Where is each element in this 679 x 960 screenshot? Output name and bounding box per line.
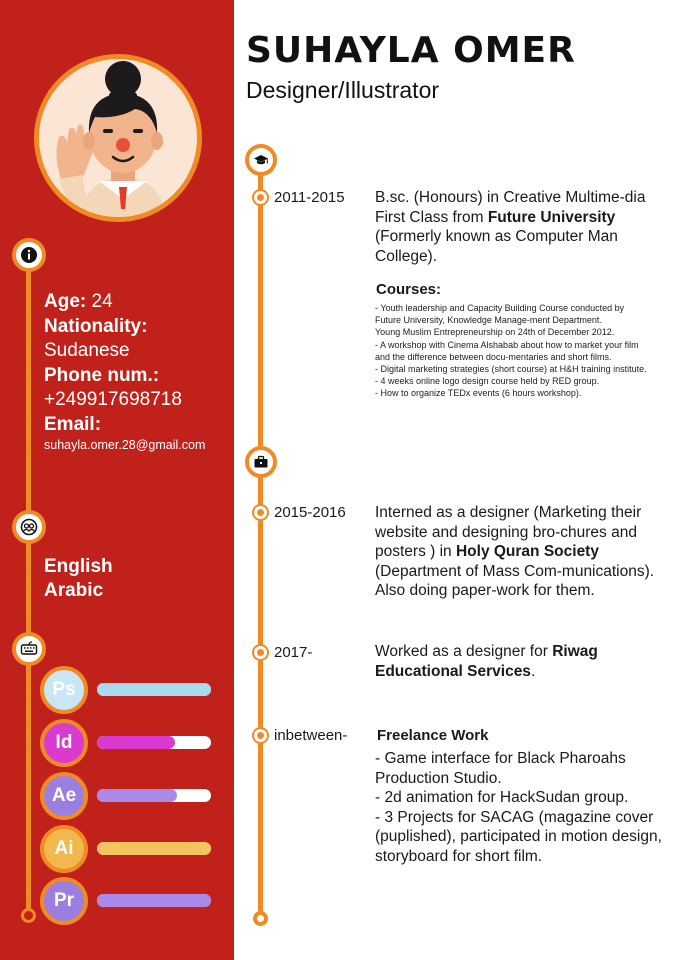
course-item: - Digital marketing strategies (short course) at H&H training institute. <box>375 364 647 375</box>
skill-bar-fill <box>97 683 211 696</box>
job2-years: 2017- <box>274 644 313 661</box>
job1-text-post: (Department of Mass Com-munications). Also doing paper-work for them. <box>375 562 655 599</box>
info-icon <box>12 238 46 272</box>
language-english: English <box>44 556 113 577</box>
education-entry <box>375 188 660 266</box>
skill-bar-fill <box>97 789 177 802</box>
skill-indesign <box>40 719 220 767</box>
timeline-dot <box>254 506 267 519</box>
job1-entry <box>375 503 660 601</box>
timeline-end-dot <box>253 911 268 926</box>
freelance-item: - Game interface for Black Pharoahs Production Studio. <box>375 750 626 787</box>
language-arabic: Arabic <box>44 580 104 601</box>
skill-bar-track <box>97 789 211 802</box>
freelance-item: - 3 Projects for SACAG (magazine cover (puplished), participated in motion design, storyboard for short film. <box>375 808 662 865</box>
photoshop-badge: Ps <box>40 666 88 714</box>
phone-label: Phone num.: <box>44 364 160 386</box>
email-value[interactable]: suhayla.omer.28@gmail.com <box>44 438 206 452</box>
sidebar-timeline-line <box>26 270 31 915</box>
nationality-value: Sudanese <box>44 340 130 361</box>
phone-value: +249917698718 <box>44 389 182 410</box>
course-item: - A workshop with Cinema Alshabab about how to market your film and the difference between docu-mentaries and short films. <box>375 339 639 362</box>
skill-photoshop <box>40 666 220 714</box>
skill-bar-track <box>97 683 211 696</box>
freelance-list <box>375 749 675 866</box>
timeline-dot <box>254 729 267 742</box>
freelance-item: - 2d animation for HackSudan group. <box>375 789 629 806</box>
aftereffects-badge: Ae <box>40 772 88 820</box>
job2-entry <box>375 642 660 681</box>
skill-bar-track <box>97 894 211 907</box>
skill-premiere <box>40 877 220 925</box>
freelance-years: inbetween- <box>274 727 348 744</box>
timeline-dot <box>254 646 267 659</box>
education-text-post: (Formerly known as Computer Man College). <box>375 228 618 265</box>
illustrator-badge: Ai <box>40 825 88 873</box>
nationality-label: Nationality: <box>44 315 148 337</box>
briefcase-icon <box>245 446 277 478</box>
courses-list <box>375 302 650 400</box>
job1-years: 2015-2016 <box>274 504 346 521</box>
courses-heading: Courses: <box>376 281 442 298</box>
course-item: - 4 weeks online logo design course held by RED group. <box>375 376 600 387</box>
skill-bar-track <box>97 842 211 855</box>
job-title: Designer/Illustrator <box>246 77 440 103</box>
course-item: - How to organize TEDx events (6 hours workshop). <box>375 388 582 399</box>
skill-bar-track <box>97 736 211 749</box>
skill-bar-fill <box>97 894 211 907</box>
skill-bar-fill <box>97 736 175 749</box>
sidebar-timeline-end-dot <box>21 908 36 923</box>
contact-info <box>44 290 205 454</box>
person-name: SUHAYLA OMER <box>246 30 576 71</box>
languages <box>44 555 113 603</box>
job2-text: Worked as a designer for <box>375 643 553 660</box>
freelance-heading: Freelance Work <box>377 727 489 744</box>
course-item: - Youth leadership and Capacity Building Course conducted by Future University, Knowledge Manage-ment Department. <box>375 303 625 326</box>
keyboard-icon <box>12 632 46 666</box>
timeline-line <box>258 176 263 921</box>
job2-organization: Riwag Educational Services <box>375 643 598 680</box>
age-label: Age: <box>44 291 87 312</box>
skill-aftereffects <box>40 772 220 820</box>
course-item: Young Muslim Entrepreneurship on 24th of December 2012. <box>375 327 615 338</box>
premiere-badge: Pr <box>40 877 88 925</box>
job1-organization: Holy Quran Society <box>455 543 599 560</box>
avatar <box>34 54 202 222</box>
age-value: 24 <box>91 291 113 312</box>
job1-text: Interned as a designer (Marketing their website and designing bro-chures and posters ) in <box>375 504 642 560</box>
job2-text-post: . <box>530 662 536 680</box>
timeline-dot <box>254 191 267 204</box>
skill-bar-fill <box>97 842 211 855</box>
education-institution: Future University <box>487 208 616 226</box>
people-icon <box>12 510 46 544</box>
education-text: B.sc. (Honours) in Creative Multime-dia First Class from <box>375 189 646 226</box>
email-label: Email: <box>44 413 102 435</box>
skill-illustrator <box>40 825 220 873</box>
graduation-cap-icon <box>245 144 277 176</box>
indesign-badge: Id <box>40 719 88 767</box>
education-years: 2011-2015 <box>274 189 345 206</box>
